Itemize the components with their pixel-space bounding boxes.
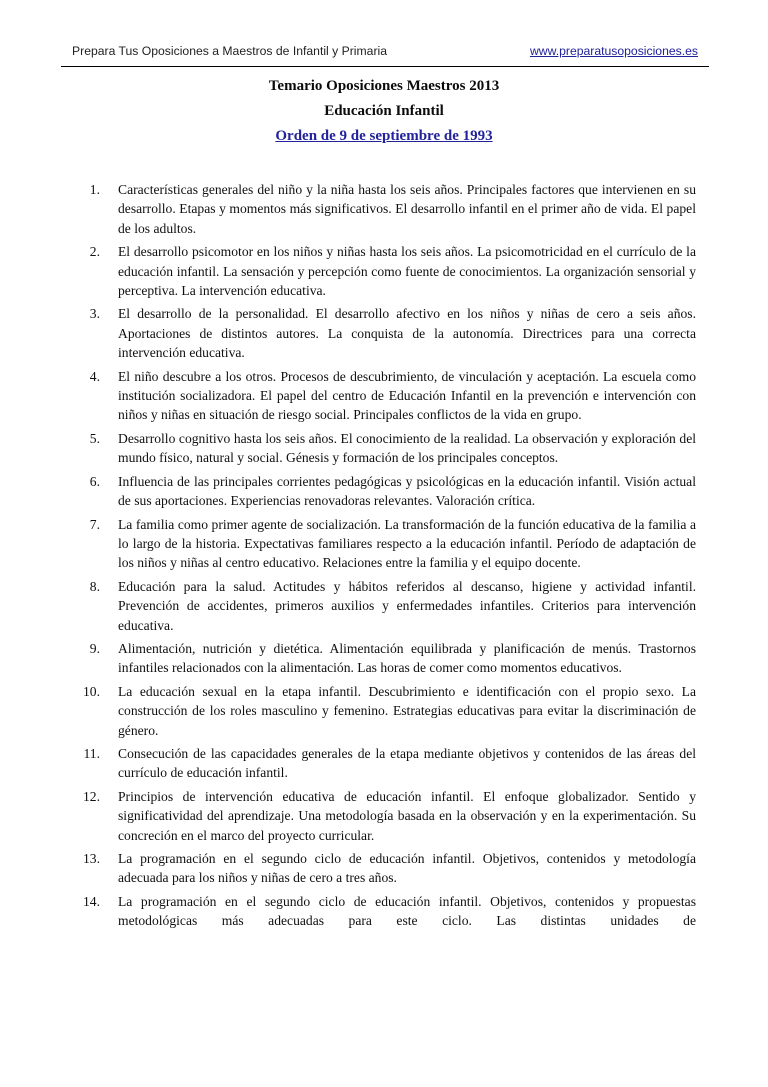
page-header — [61, 44, 709, 67]
list-item — [72, 892, 696, 931]
list-item — [72, 304, 696, 362]
list-item — [72, 849, 696, 888]
list-item — [72, 429, 696, 468]
topic-text: Desarrollo cognitivo hasta los seis años. El conocimiento de la realidad. La observación y exploración del mundo físico, natural y social. Génesis y formación de los principales conceptos. — [118, 430, 696, 466]
orden-line — [0, 124, 768, 149]
topic-text: La educación sexual en la etapa infantil. Descubrimiento e identificación con el propio sexo. La construcción de los roles masculino y femenino. Estrategias educativas para evitar la discriminación de género. — [118, 683, 696, 738]
topic-number: 11. — [83, 745, 100, 761]
topic-number: 10. — [83, 683, 100, 699]
topic-text: Alimentación, nutrición y dietética. Alimentación equilibrada y planificación de menús. Trastornos infantiles relacionados con la alimentación. Las horas de comer como momentos educativos. — [118, 640, 696, 676]
list-item — [72, 180, 696, 238]
list-item — [72, 515, 696, 573]
topic-number: 8. — [89, 578, 100, 594]
topic-number: 7. — [89, 516, 100, 532]
list-item — [72, 682, 696, 740]
document-title: Temario Oposiciones Maestros 2013 — [268, 78, 500, 94]
topic-number: 6. — [89, 473, 100, 489]
list-item — [72, 577, 696, 635]
list-item — [72, 744, 696, 783]
topic-text: Principios de intervención educativa de educación infantil. El enfoque globalizador. Sentido y significatividad del aprendizaje. Una metodología basada en la observación y en la experimentación. Su concreción en el marco del proyecto curricular. — [118, 788, 696, 843]
header-site-name: Prepara Tus Oposiciones a Maestros de Infantil y Primaria — [72, 44, 387, 58]
topic-text: Características generales del niño y la niña hasta los seis años. Principales factores que intervienen en su desarrollo. Etapas y momentos más significativos. El desarrollo infantil en el primer año de vida. El papel de los adultos. — [118, 182, 696, 236]
list-item — [72, 242, 696, 300]
topic-number: 14. — [83, 893, 100, 909]
topic-text: La programación en el segundo ciclo de educación infantil. Objetivos, contenidos y propuestas metodológicas más adecuadas para este ciclo. Las distintas unidades de — [118, 893, 696, 929]
topic-text: Consecución de las capacidades generales de la etapa mediante objetivos y contenidos de las áreas del currículo de educación infantil. — [118, 745, 696, 781]
list-item — [72, 787, 696, 845]
title-block — [0, 74, 768, 149]
list-item — [72, 639, 696, 678]
header-website-link[interactable]: www.preparatusoposiciones.es — [529, 44, 698, 58]
topic-number: 2. — [89, 244, 100, 260]
topic-number: 3. — [89, 306, 100, 322]
orden-link[interactable]: Orden de 9 de septiembre de 1993 — [275, 128, 493, 144]
topic-text: La familia como primer agente de socialización. La transformación de la función educativa de la familia a lo largo de la historia. Expectativas familiares respecto a la educación infantil. Período de adaptación de los niños y niñas al centro educativo. Relaciones entre la familia y el equipo docente. — [118, 516, 696, 571]
topic-number: 12. — [83, 788, 100, 804]
topic-text: Influencia de las principales corrientes pedagógicas y psicológicas en la educación infantil. Visión actual de sus aportaciones. Experiencias renovadoras relevantes. Valoración crítica. — [118, 473, 696, 509]
topic-text: El niño descubre a los otros. Procesos de descubrimiento, de vinculación y aceptación. La escuela como institución socializadora. El papel del centro de Educación Infantil en la prevención e intervención con niños y niñas en situación de riesgo social. Principales conflictos de la vida en grupo. — [118, 368, 696, 423]
topic-text: La programación en el segundo ciclo de educación infantil. Objetivos, contenidos y metodología adecuada para los niños y niñas de cero a tres años. — [118, 851, 696, 886]
topic-number: 13. — [83, 851, 100, 866]
topic-text: Educación para la salud. Actitudes y hábitos referidos al descanso, higiene y actividad infantil. Prevención de accidentes, primeros auxilios y enfermedades infantiles. Criterios para intervención educativa. — [118, 578, 696, 633]
list-item — [72, 472, 696, 511]
document-subtitle: Educación Infantil — [324, 103, 444, 119]
topic-number: 4. — [89, 368, 100, 384]
list-item — [72, 367, 696, 425]
topics-list — [72, 180, 696, 935]
topic-number: 9. — [89, 640, 100, 656]
topic-number: 5. — [89, 430, 100, 446]
topic-text: El desarrollo psicomotor en los niños y niñas hasta los seis años. La psicomotricidad en el currículo de la educación infantil. La sensación y percepción como fuente de conocimientos. La organización sensorial y perceptiva. La intervención educativa. — [118, 244, 696, 299]
topic-text: El desarrollo de la personalidad. El desarrollo afectivo en los niños y niñas de cero a seis años. Aportaciones de distintos autores. La conquista de la autonomía. Directrices para una correcta intervención educativa. — [118, 306, 696, 361]
topic-number: 1. — [89, 182, 100, 197]
